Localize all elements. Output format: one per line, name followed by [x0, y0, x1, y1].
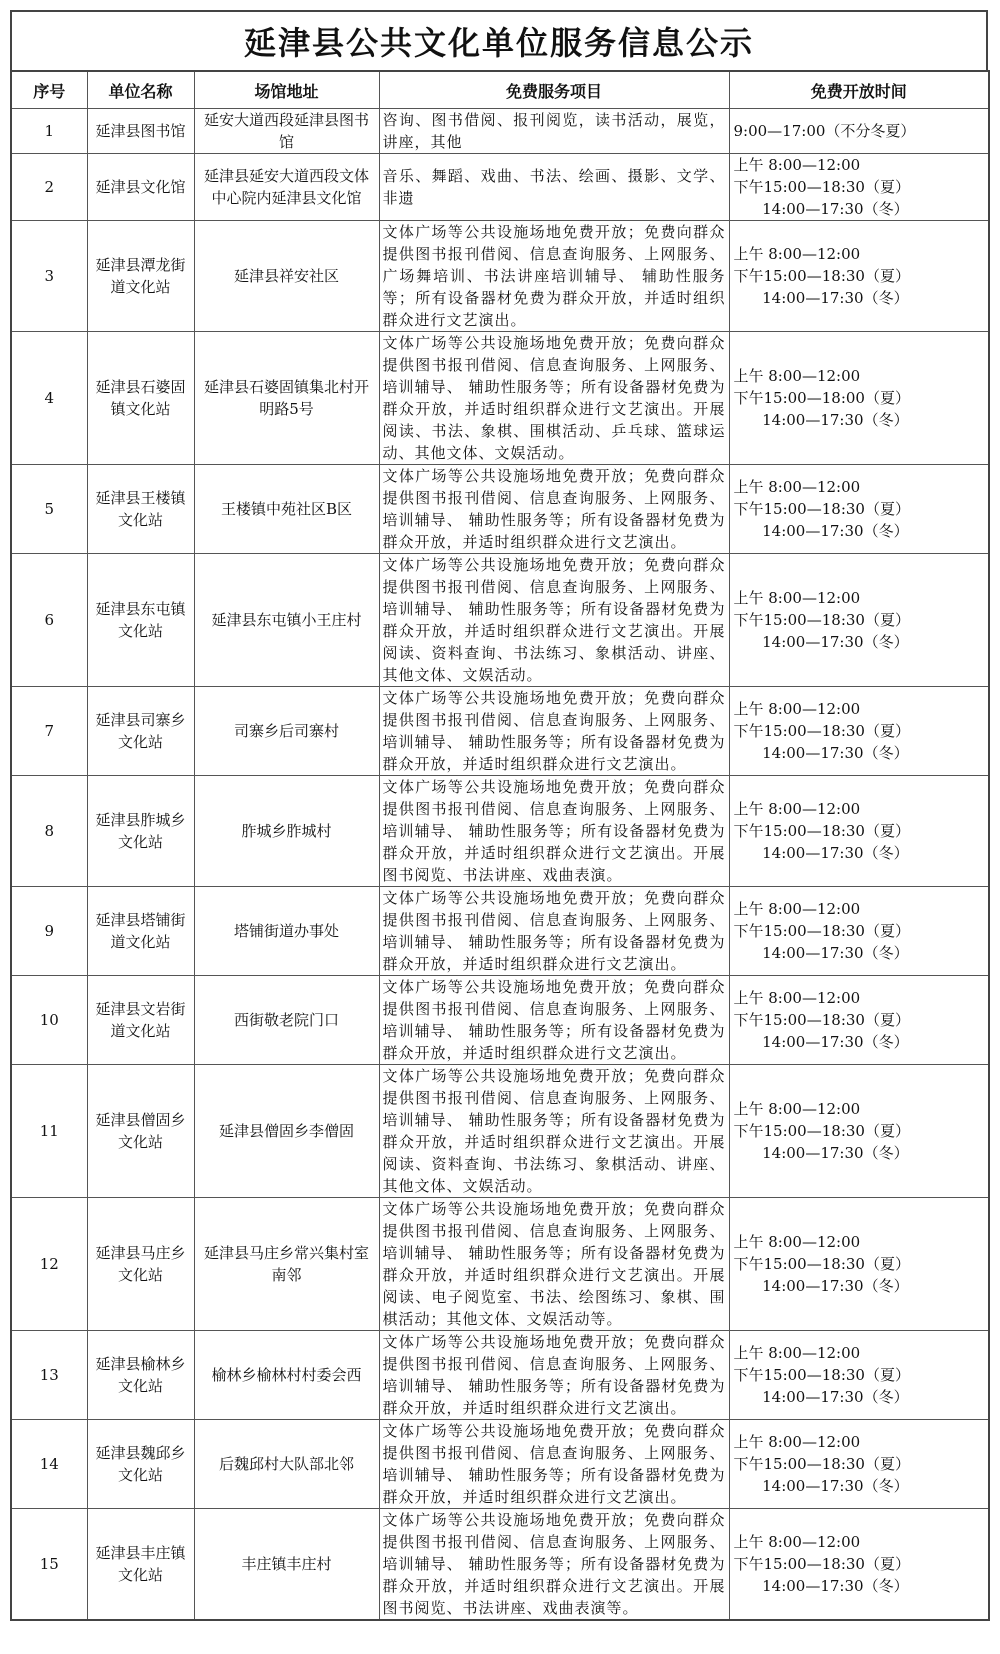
- cell-hours: 上午 8:00—12:00 下午15:00—18:30（夏） 14:00—17:30（冬）: [729, 1509, 989, 1621]
- cell-no: 7: [11, 687, 87, 776]
- cell-no: 3: [11, 221, 87, 332]
- cell-services: 音乐、舞蹈、戏曲、书法、绘画、摄影、文学、非遗: [379, 154, 729, 221]
- cell-no: 8: [11, 776, 87, 887]
- cell-unit-name: 延津县王楼镇文化站: [87, 465, 194, 554]
- cell-no: 11: [11, 1065, 87, 1198]
- table-row: [11, 1331, 989, 1420]
- cell-address: 延安大道西段延津县图书馆: [194, 109, 379, 154]
- cell-unit-name: 延津县文化馆: [87, 154, 194, 221]
- cell-services: 文体广场等公共设施场地免费开放；免费向群众提供图书报刊借阅、信息查询服务、上网服务、培训辅导、 辅助性服务等；所有设备器材免费为群众开放，并适时组织群众进行文艺演出。开展图书阅览、书法讲座、戏曲表演。: [379, 776, 729, 887]
- cell-no: 6: [11, 554, 87, 687]
- cell-services: 文体广场等公共设施场地免费开放；免费向群众提供图书报刊借阅、信息查询服务、上网服务、广场舞培训、书法讲座培训辅导、 辅助性服务等；所有设备器材免费为群众开放，并适时组织群众进行文艺演出。: [379, 221, 729, 332]
- header-unit-name: 单位名称: [87, 71, 194, 109]
- cell-hours: 9:00—17:00（不分冬夏）: [729, 109, 989, 154]
- cell-no: 4: [11, 332, 87, 465]
- table-row: [11, 1065, 989, 1198]
- cell-unit-name: 延津县胙城乡文化站: [87, 776, 194, 887]
- cell-hours: 上午 8:00—12:00 下午15:00—18:30（夏） 14:00—17:30（冬）: [729, 154, 989, 221]
- cell-address: 延津县祥安社区: [194, 221, 379, 332]
- cell-address: 延津县马庄乡常兴集村室南邻: [194, 1198, 379, 1331]
- cell-services: 文体广场等公共设施场地免费开放；免费向群众提供图书报刊借阅、信息查询服务、上网服务、培训辅导、 辅助性服务等；所有设备器材免费为群众开放，并适时组织群众进行文艺演出。: [379, 687, 729, 776]
- table-row: [11, 554, 989, 687]
- table-row: [11, 109, 989, 154]
- cell-address: 王楼镇中苑社区B区: [194, 465, 379, 554]
- cell-unit-name: 延津县魏邱乡文化站: [87, 1420, 194, 1509]
- header-row: [11, 71, 989, 109]
- cell-no: 2: [11, 154, 87, 221]
- cell-unit-name: 延津县塔铺街道文化站: [87, 887, 194, 976]
- cell-services: 文体广场等公共设施场地免费开放；免费向群众提供图书报刊借阅、信息查询服务、上网服务、培训辅导、 辅助性服务等；所有设备器材免费为群众开放，并适时组织群众进行文艺演出。开展图书阅览、书法讲座、戏曲表演等。: [379, 1509, 729, 1621]
- cell-hours: 上午 8:00—12:00 下午15:00—18:30（夏） 14:00—17:30（冬）: [729, 1065, 989, 1198]
- cell-no: 10: [11, 976, 87, 1065]
- header-services: 免费服务项目: [379, 71, 729, 109]
- cell-unit-name: 延津县东屯镇文化站: [87, 554, 194, 687]
- cell-unit-name: 延津县司寨乡文化站: [87, 687, 194, 776]
- cell-hours: 上午 8:00—12:00 下午15:00—18:30（夏） 14:00—17:30（冬）: [729, 221, 989, 332]
- table-row: [11, 1509, 989, 1621]
- header-no: 序号: [11, 71, 87, 109]
- title-box: [10, 10, 988, 70]
- cell-address: 延津县僧固乡李僧固: [194, 1065, 379, 1198]
- cell-address: 延津县东屯镇小王庄村: [194, 554, 379, 687]
- cell-address: 西街敬老院门口: [194, 976, 379, 1065]
- cell-no: 5: [11, 465, 87, 554]
- cell-address: 丰庄镇丰庄村: [194, 1509, 379, 1621]
- cell-unit-name: 延津县文岩街道文化站: [87, 976, 194, 1065]
- cell-services: 文体广场等公共设施场地免费开放；免费向群众提供图书报刊借阅、信息查询服务、上网服务、培训辅导、 辅助性服务等；所有设备器材免费为群众开放，并适时组织群众进行文艺演出。: [379, 1331, 729, 1420]
- cell-hours: 上午 8:00—12:00 下午15:00—18:30（夏） 14:00—17:30（冬）: [729, 976, 989, 1065]
- cell-no: 1: [11, 109, 87, 154]
- cell-address: 司寨乡后司寨村: [194, 687, 379, 776]
- cell-no: 9: [11, 887, 87, 976]
- cell-no: 12: [11, 1198, 87, 1331]
- table-row: [11, 154, 989, 221]
- cell-unit-name: 延津县潭龙街道文化站: [87, 221, 194, 332]
- table-row: [11, 221, 989, 332]
- cell-address: 延津县石婆固镇集北村开明路5号: [194, 332, 379, 465]
- cell-address: 榆林乡榆林村村委会西: [194, 1331, 379, 1420]
- cell-hours: 上午 8:00—12:00 下午15:00—18:30（夏） 14:00—17:30（冬）: [729, 776, 989, 887]
- cell-services: 文体广场等公共设施场地免费开放；免费向群众提供图书报刊借阅、信息查询服务、上网服务、培训辅导、 辅助性服务等；所有设备器材免费为群众开放，并适时组织群众进行文艺演出。: [379, 887, 729, 976]
- header-hours: 免费开放时间: [729, 71, 989, 109]
- table-row: [11, 887, 989, 976]
- table-body: [11, 109, 989, 1621]
- info-table: [10, 70, 990, 1621]
- cell-no: 14: [11, 1420, 87, 1509]
- cell-services: 文体广场等公共设施场地免费开放；免费向群众提供图书报刊借阅、信息查询服务、上网服务、培训辅导、 辅助性服务等；所有设备器材免费为群众开放，并适时组织群众进行文艺演出。开展阅读、书法、象棋、围棋活动、乒乓球、篮球运动、其他文体、文娱活动。: [379, 332, 729, 465]
- table-row: [11, 1198, 989, 1331]
- cell-unit-name: 延津县僧固乡文化站: [87, 1065, 194, 1198]
- cell-unit-name: 延津县丰庄镇文化站: [87, 1509, 194, 1621]
- cell-hours: 上午 8:00—12:00 下午15:00—18:30（夏） 14:00—17:30（冬）: [729, 1420, 989, 1509]
- cell-address: 胙城乡胙城村: [194, 776, 379, 887]
- cell-unit-name: 延津县图书馆: [87, 109, 194, 154]
- cell-address: 塔铺街道办事处: [194, 887, 379, 976]
- table-row: [11, 332, 989, 465]
- cell-services: 文体广场等公共设施场地免费开放；免费向群众提供图书报刊借阅、信息查询服务、上网服务、培训辅导、 辅助性服务等；所有设备器材免费为群众开放，并适时组织群众进行文艺演出。开展阅读、资料查询、书法练习、象棋活动、讲座、其他文体、文娱活动。: [379, 554, 729, 687]
- cell-no: 15: [11, 1509, 87, 1621]
- cell-address: 后魏邱村大队部北邻: [194, 1420, 379, 1509]
- cell-hours: 上午 8:00—12:00 下午15:00—18:30（夏） 14:00—17:30（冬）: [729, 1198, 989, 1331]
- cell-hours: 上午 8:00—12:00 下午15:00—18:30（夏） 14:00—17:30（冬）: [729, 687, 989, 776]
- cell-services: 文体广场等公共设施场地免费开放；免费向群众提供图书报刊借阅、信息查询服务、上网服务、培训辅导、 辅助性服务等；所有设备器材免费为群众开放，并适时组织群众进行文艺演出。: [379, 976, 729, 1065]
- table-row: [11, 776, 989, 887]
- cell-unit-name: 延津县榆林乡文化站: [87, 1331, 194, 1420]
- page-title: 延津县公共文化单位服务信息公示: [243, 24, 754, 62]
- cell-services: 咨询、图书借阅、报刊阅览，读书活动，展览，讲座，其他: [379, 109, 729, 154]
- cell-services: 文体广场等公共设施场地免费开放；免费向群众提供图书报刊借阅、信息查询服务、上网服务、培训辅导、 辅助性服务等；所有设备器材免费为群众开放，并适时组织群众进行文艺演出。开展阅读、资料查询、书法练习、象棋活动、讲座、其他文体、文娱活动。: [379, 1065, 729, 1198]
- table-row: [11, 465, 989, 554]
- table-row: [11, 687, 989, 776]
- cell-unit-name: 延津县马庄乡文化站: [87, 1198, 194, 1331]
- cell-address: 延津县延安大道西段文体中心院内延津县文化馆: [194, 154, 379, 221]
- header-address: 场馆地址: [194, 71, 379, 109]
- cell-hours: 上午 8:00—12:00 下午15:00—18:30（夏） 14:00—17:30（冬）: [729, 1331, 989, 1420]
- cell-hours: 上午 8:00—12:00 下午15:00—18:30（夏） 14:00—17:30（冬）: [729, 465, 989, 554]
- cell-hours: 上午 8:00—12:00 下午15:00—18:00（夏） 14:00—17:30（冬）: [729, 332, 989, 465]
- cell-services: 文体广场等公共设施场地免费开放；免费向群众提供图书报刊借阅、信息查询服务、上网服务、培训辅导、 辅助性服务等；所有设备器材免费为群众开放，并适时组织群众进行文艺演出。: [379, 1420, 729, 1509]
- cell-hours: 上午 8:00—12:00 下午15:00—18:30（夏） 14:00—17:30（冬）: [729, 887, 989, 976]
- table-row: [11, 976, 989, 1065]
- cell-no: 13: [11, 1331, 87, 1420]
- cell-services: 文体广场等公共设施场地免费开放；免费向群众提供图书报刊借阅、信息查询服务、上网服务、培训辅导、 辅助性服务等；所有设备器材免费为群众开放，并适时组织群众进行文艺演出。: [379, 465, 729, 554]
- cell-services: 文体广场等公共设施场地免费开放；免费向群众提供图书报刊借阅、信息查询服务、上网服务、培训辅导、 辅助性服务等；所有设备器材免费为群众开放，并适时组织群众进行文艺演出。开展阅读、电子阅览室、书法、绘图练习、象棋、围棋活动；其他文体、文娱活动等。: [379, 1198, 729, 1331]
- table-row: [11, 1420, 989, 1509]
- notice-sheet: [10, 10, 988, 1621]
- cell-hours: 上午 8:00—12:00 下午15:00—18:30（夏） 14:00—17:30（冬）: [729, 554, 989, 687]
- cell-unit-name: 延津县石婆固镇文化站: [87, 332, 194, 465]
